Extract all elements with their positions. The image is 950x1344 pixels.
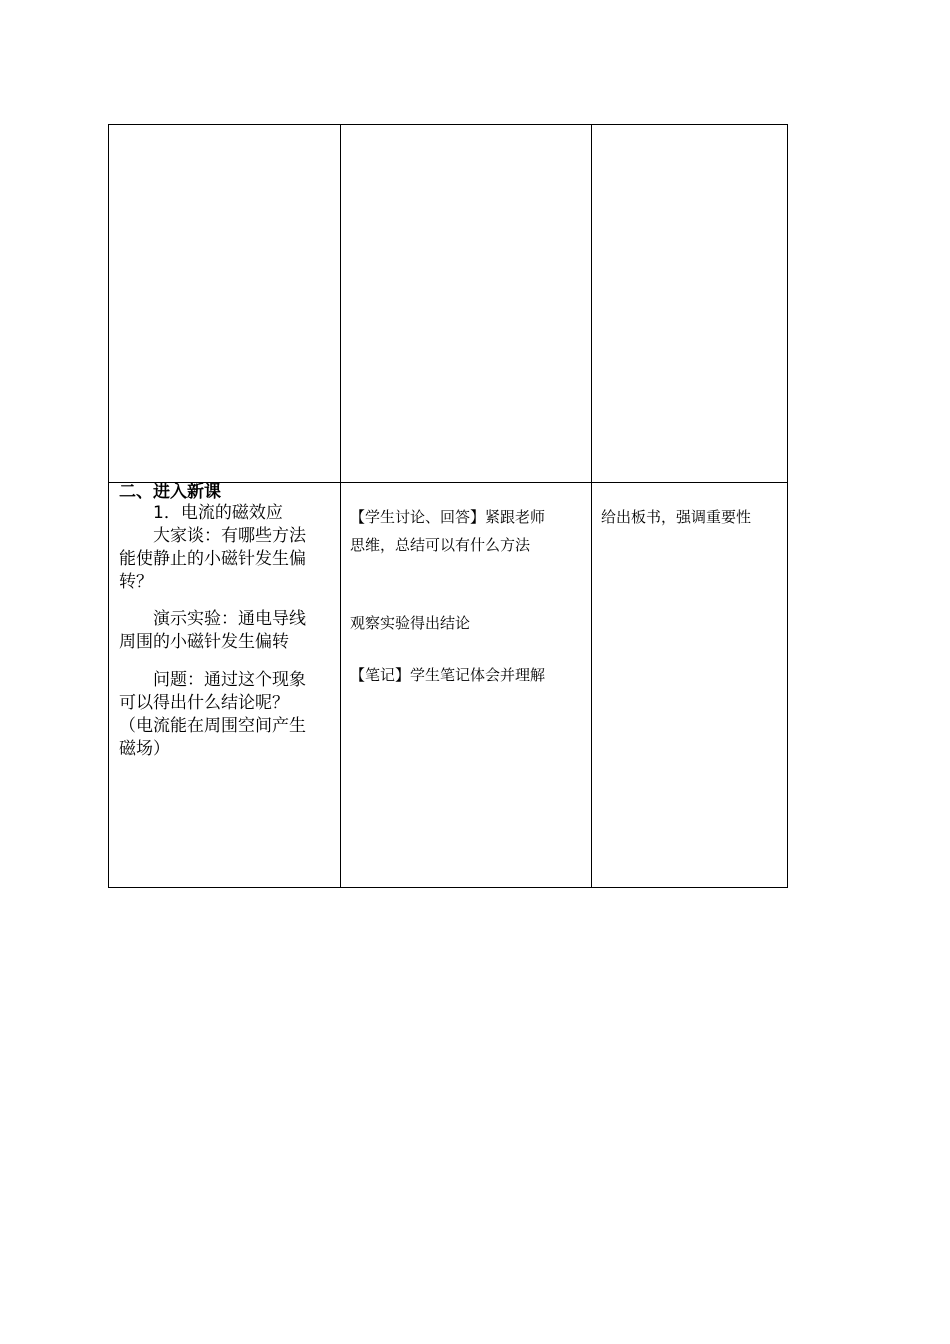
empty-cell-intent — [592, 125, 788, 483]
observe-text: 观察实验得出结论 — [350, 614, 471, 632]
demo-line: 演示实验：通电导线 — [153, 609, 306, 629]
discuss-line: 思维，总结可以有什么方法 — [350, 536, 531, 554]
prompt-line: 能使静止的小磁针发生偏 — [119, 549, 306, 569]
student-activity-cell — [341, 483, 592, 888]
notes-text: 【笔记】学生笔记体会并理解 — [350, 666, 546, 684]
design-intent-cell — [592, 483, 788, 888]
answer-line: 磁场） — [119, 739, 170, 759]
answer-line: （电流能在周围空间产生 — [119, 716, 306, 736]
table-row — [109, 483, 788, 888]
empty-cell-teacher — [109, 125, 341, 483]
teacher-activity-cell — [109, 483, 341, 888]
empty-cell-student — [341, 125, 592, 483]
lesson-plan-table — [108, 124, 788, 888]
section-heading: 二、进入新课 — [119, 482, 221, 502]
prompt-line: 转？ — [119, 572, 153, 592]
topic-item: 1．电流的磁效应 — [153, 503, 283, 523]
demo-line: 周围的小磁针发生偏转 — [119, 632, 289, 652]
question-line: 可以得出什么结论呢？ — [119, 693, 289, 713]
question-line: 问题：通过这个现象 — [153, 670, 306, 690]
intent-text: 给出板书，强调重要性 — [601, 508, 752, 526]
discuss-line: 【学生讨论、回答】紧跟老师 — [350, 508, 546, 526]
prompt-line: 大家谈：有哪些方法 — [153, 526, 306, 546]
table-row — [109, 125, 788, 483]
